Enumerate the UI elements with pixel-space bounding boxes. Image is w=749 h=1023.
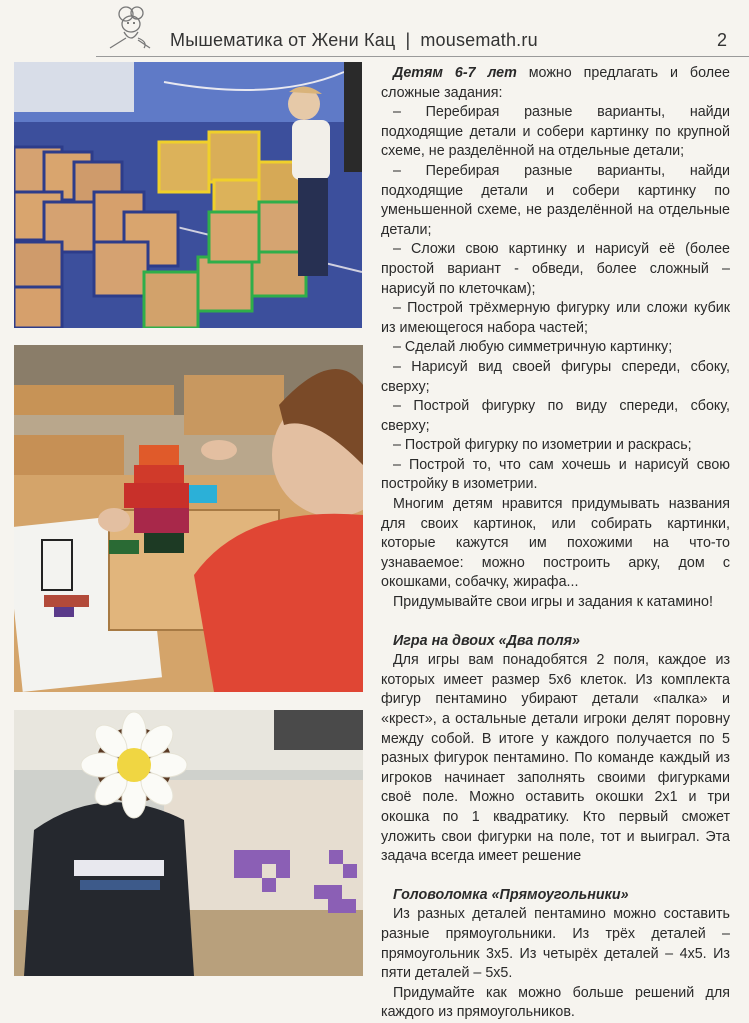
age-lead: Детям 6-7 лет — [393, 65, 517, 81]
task-item: – Сделай любую симметричную картинку; — [393, 339, 673, 356]
page-header — [0, 0, 749, 58]
header-divider — [96, 56, 749, 57]
invent-games-paragraph: Придумывайте свои игры и задания к катамино! — [393, 594, 713, 611]
article-text — [381, 64, 730, 1023]
task-item: – Построй то, что сам хочешь и нарисуй свою постройку в изометрии. — [381, 456, 730, 493]
rectangles-paragraph: Из разных деталей пентамино можно составить разные прямоугольники. Из трёх деталей – прямоугольник 3х5. Из четырёх деталей – 4х5. Из пяти деталей – 5х5. — [381, 906, 730, 982]
site-url: mousemath.ru — [420, 30, 538, 50]
task-item: – Сложи свою картинку и нарисуй её (более простой вариант - обведи, более сложный – нарисуй по клеточкам); — [381, 241, 730, 297]
rectangles-call-to-action: Придумайте как можно больше решений для каждого из прямоугольников. — [381, 984, 730, 1021]
section-heading-rectangles: Головоломка «Прямоугольники» — [393, 886, 629, 903]
page-number: 2 — [716, 30, 727, 50]
intro-paragraph — [381, 64, 730, 103]
header-title — [170, 30, 538, 51]
site-name: Мышематика от Жени Кац — [170, 30, 396, 50]
intro-text: можно предлагать и более сложные задания: — [381, 65, 730, 101]
task-item: – Перебирая разные варианты, найди подходящие детали и собери картинку по крупной схеме, не разделённой на отдельные детали; — [381, 104, 730, 160]
names-paragraph: Многим детям нравится придумывать названия для своих картинок, или собирать картинки, которые кажутся им похожими на что-то узнаваемое: можно построить арку, дом с окошками, собачку, жирафа... — [381, 496, 730, 591]
mouse-logo-icon — [104, 4, 156, 50]
section-heading-two-fields: Игра на двоих «Два поля» — [393, 632, 581, 649]
task-item: – Построй фигурку по виду спереди, сбоку, сверху; — [381, 398, 730, 434]
photo-children-building-with-big-blocks — [14, 62, 362, 328]
two-fields-paragraph: Для игры вам понадобятся 2 поля, каждое из которых имеет размер 5х6 клеток. Из комплекта фигур пентамино убирают детали «палка» и «крест», а остальные детали игроки делят поровну между собой. В итоге у каждого получается по 5 разных фигурок пентамино. По команде каждый из игроков начинает заполнять своими фигурками своё поле. Можно оставить окошки 2х1 и три окошка по 1 квадратику. Кто первый сможет уложить свои фигурки на поле, тот и выиграл. Эта задача всегда имеет решение — [381, 652, 730, 865]
header-separator: | — [405, 30, 411, 50]
task-item: – Построй трёхмерную фигурку или сложи кубик из имеющегося набора частей; — [381, 300, 730, 336]
task-item: – Построй фигурку по изометрии и раскрась; — [393, 437, 692, 454]
task-item: – Нарисуй вид своей фигуры спереди, сбоку, сверху; — [381, 358, 730, 395]
task-item: – Перебирая разные варианты, найди подходящие детали и собери картинку по уменьшенной схеме, не разделённой на отдельные детали; — [381, 162, 730, 238]
photo-child-building-pentomino-figure — [14, 345, 363, 692]
photo-child-with-pentomino-puzzle — [14, 710, 363, 976]
